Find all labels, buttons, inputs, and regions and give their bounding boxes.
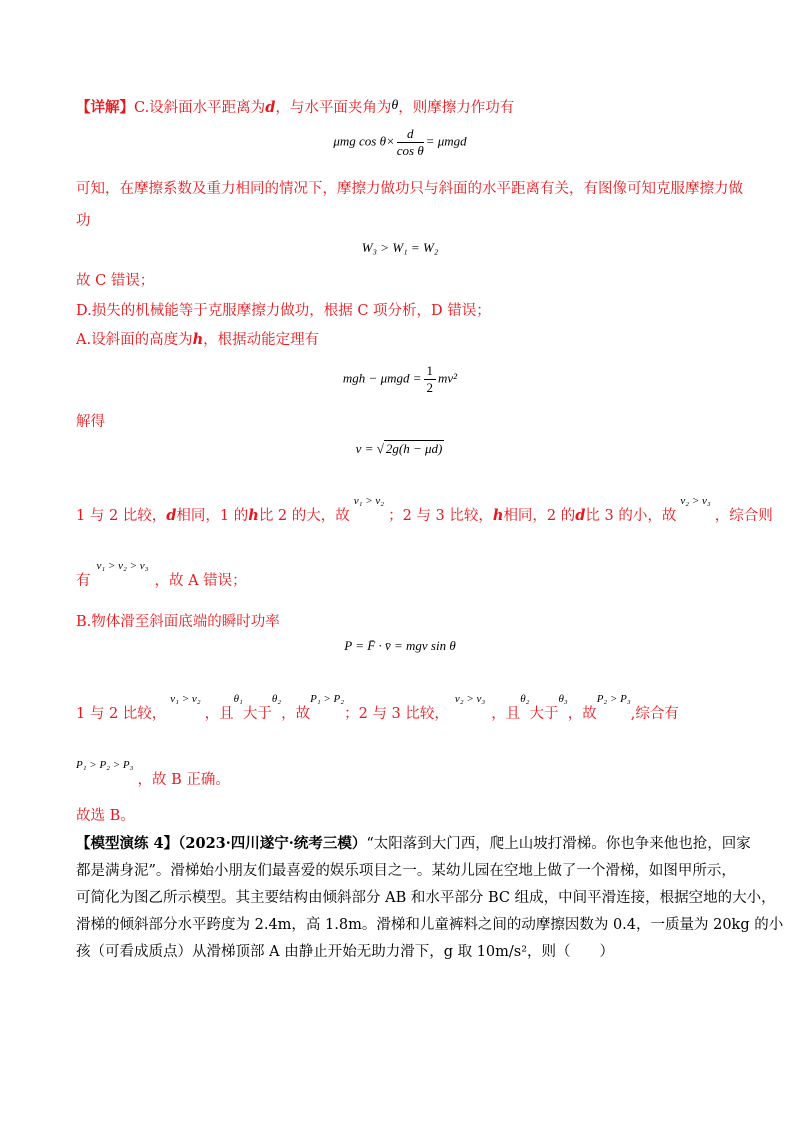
a-intro-text-b: ，根据动能定理有 (203, 332, 320, 348)
cmp2-c: ，故 (281, 706, 311, 722)
problem-line-5: 孩（可看成质点）从滑梯顶部 A 由静止开始无助力滑下，g 取 10m/s²，则（ ） (76, 944, 615, 960)
cmp2-c2: ，故 (567, 706, 597, 722)
p2-gt-p3: P₂ > P₃ (596, 693, 631, 705)
solve-label: 解得 (76, 414, 105, 430)
velocity-chain: v₁ > v₂ > v₃ (96, 560, 149, 572)
a-wrong: ，故 A 错误； (154, 573, 247, 589)
cmp1-f: 比 3 的小，故 (585, 508, 677, 524)
cmp1-d: ；2 与 3 比较， (388, 508, 493, 524)
eq4-radicand: 2g(h − μd) (385, 441, 443, 456)
c-intro-text-c: ，则摩擦力作功有 (398, 100, 515, 116)
problem-line-2: 都是满身泥”。滑梯始小朋友们最喜爱的娱乐项目之一。某幼儿园在空地上做了一个滑梯，如图甲所示， (76, 863, 736, 879)
eq3-numerator: 1 (424, 363, 437, 380)
equation-kinetic-energy (0, 363, 800, 396)
velocity-chain-line (76, 560, 740, 592)
bigger-2: 大于 (529, 706, 559, 722)
cmp2-v2-gt-v3: v₂ > v₃ (454, 693, 486, 705)
c-conclusion-line-2: 功 (76, 213, 91, 229)
bigger-1: 大于 (242, 706, 272, 722)
cmp2-d: ；2 与 3 比较， (344, 706, 449, 722)
eq1-rhs: = μmgd (425, 133, 467, 149)
cmp1-var-h2: h (492, 507, 504, 524)
detail-c-intro (76, 98, 740, 119)
cmp1-var-h: h (248, 507, 259, 524)
cmp1-g: ，综合则 (714, 508, 773, 524)
power-comparison (76, 693, 740, 725)
c-intro-text-a: C.设斜面水平距离为 (134, 100, 266, 116)
b-intro: B.物体滑至斜面底端的瞬时功率 (76, 614, 280, 630)
cmp2-v1-gt-v2: v₁ > v₂ (170, 693, 201, 705)
theta2: θ₂ (271, 693, 282, 705)
theta1: θ₁ (233, 693, 243, 705)
eq3-lhs: mgh − μmgd = (342, 370, 422, 386)
theta2-b: θ₂ (520, 693, 530, 705)
eq1-lhs: μmg cos θ× (333, 133, 395, 149)
cmp1-var-d: d (166, 507, 177, 524)
var-theta: θ (391, 98, 399, 113)
eq1-denominator: cos θ (396, 143, 424, 158)
b-right: ，故 B 正确。 (137, 772, 230, 788)
problem-source: （2023·四川遂宁·统考三模） (178, 835, 367, 852)
a-intro-text-a: A.设斜面的高度为 (76, 332, 193, 348)
eq4-lhs: v = (355, 441, 374, 456)
v2-gt-v3: v₂ > v₃ (680, 495, 711, 507)
cmp1-c: 比 2 的大，故 (258, 508, 350, 524)
velocity-comparison (76, 495, 773, 527)
v1-gt-v2: v₁ > v₂ (353, 495, 385, 507)
power-chain: P₁ > P₂ > P₃ (76, 759, 134, 771)
power-chain-line (76, 759, 740, 791)
cmp1-b: 相同，1 的 (176, 508, 249, 524)
eq3-rhs: mv² (438, 370, 458, 386)
theta3: θ₃ (558, 693, 568, 705)
c-conclusion-line-1: 可知，在摩擦系数及重力相同的情况下，摩擦力做功只与斜面的水平距离有关，有图像可知克服摩擦力做 (76, 181, 743, 197)
cmp2-a: 1 与 2 比较， (76, 706, 167, 722)
cmp2-b: ，且 (204, 706, 234, 722)
problem-line-4: 滑梯的倾斜部分水平跨度为 2.4m，高 1.8m。滑梯和儿童裤料之间的动摩擦因数为 0.4，一质量为 20kg 的小 (76, 917, 784, 933)
equation-work-compare: W₃ > W₁ = W₂ (361, 240, 439, 255)
a-intro (76, 330, 740, 350)
equation-friction-work (0, 126, 800, 159)
has-label: 有 (76, 573, 91, 589)
c-wrong: 故 C 错误； (76, 273, 155, 289)
var-h: h (192, 331, 204, 348)
cmp2-b2: ，且 (491, 706, 521, 722)
eq1-numerator: d (397, 126, 424, 143)
var-d: d (265, 99, 276, 116)
equation-velocity: v = √ 2g(h − μd) (355, 441, 443, 456)
p1-gt-p2: P₁ > P₂ (310, 693, 345, 705)
cmp1-a: 1 与 2 比较， (76, 508, 167, 524)
eq3-fraction (424, 363, 437, 396)
cmp1-e: 相同，2 的 (503, 508, 576, 524)
final-answer: 故选 B。 (76, 808, 135, 824)
problem-line-3: 可简化为图乙所示模型。其主要结构由倾斜部分 AB 和水平部分 BC 组成，中间平滑连接，根据空地的大小， (76, 890, 776, 906)
problem-text-1: “太阳落到大门西，爬上山坡打滑梯。你也争来他也抢，回家 (366, 836, 751, 852)
problem-tag: 【模型演练 4】 (76, 835, 179, 852)
eq1-fraction (397, 126, 424, 159)
c-intro-text-b: ，与水平面夹角为 (275, 100, 392, 116)
cmp1-var-d2: d (575, 507, 586, 524)
d-analysis: D.损失的机械能等于克服摩擦力做功，根据 C 项分析，D 错误； (76, 303, 491, 319)
detail-tag: 【详解】 (76, 99, 134, 116)
eq3-denominator: 2 (426, 380, 434, 395)
equation-power: P = F̄ · v̄ = mgv sin θ (344, 638, 456, 653)
problem-line-1 (76, 834, 751, 854)
cmp2-e: ,综合有 (630, 706, 679, 722)
